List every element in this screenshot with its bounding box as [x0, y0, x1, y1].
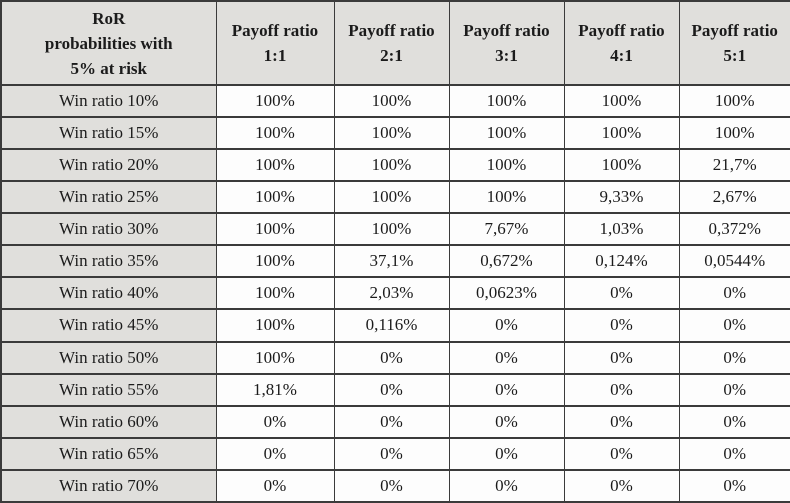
table-row-win-30	[1, 213, 790, 245]
cell-win-15-payoff-5: 100%	[679, 117, 790, 149]
cell-win-40-payoff-5: 0%	[679, 277, 790, 309]
table-row-win-20	[1, 149, 790, 181]
cell-win-50-payoff-5: 0%	[679, 342, 790, 374]
cell-win-60-payoff-1: 0%	[216, 406, 334, 438]
row-label-win-20: Win ratio 20%	[1, 149, 216, 181]
table-row-win-40	[1, 277, 790, 309]
cell-win-35-payoff-4: 0,124%	[564, 245, 679, 277]
cell-win-35-payoff-5: 0,0544%	[679, 245, 790, 277]
corner-header-line-3: 5% at risk	[70, 58, 147, 78]
column-header-ratio: 1:1	[263, 46, 287, 65]
table-row-win-35	[1, 245, 790, 277]
column-header-label: Payoff ratio	[578, 21, 665, 40]
cell-win-50-payoff-2: 0%	[334, 342, 449, 374]
row-label-win-10: Win ratio 10%	[1, 85, 216, 117]
cell-win-10-payoff-5: 100%	[679, 85, 790, 117]
column-header-ratio: 4:1	[610, 46, 633, 65]
table-row-win-70	[1, 470, 790, 502]
cell-win-55-payoff-4: 0%	[564, 374, 679, 406]
cell-win-10-payoff-4: 100%	[564, 85, 679, 117]
cell-win-65-payoff-4: 0%	[564, 438, 679, 470]
cell-win-50-payoff-3: 0%	[449, 342, 564, 374]
cell-win-45-payoff-2: 0,116%	[334, 309, 449, 341]
column-header-label: Payoff ratio	[691, 21, 778, 40]
table-row-win-45	[1, 309, 790, 341]
cell-win-50-payoff-4: 0%	[564, 342, 679, 374]
header-row	[1, 1, 790, 85]
table-row-win-50	[1, 342, 790, 374]
cell-win-25-payoff-3: 100%	[449, 181, 564, 213]
cell-win-25-payoff-1: 100%	[216, 181, 334, 213]
row-label-win-35: Win ratio 35%	[1, 245, 216, 277]
cell-win-15-payoff-1: 100%	[216, 117, 334, 149]
cell-win-30-payoff-2: 100%	[334, 213, 449, 245]
corner-header-cell	[1, 1, 216, 85]
row-label-win-30: Win ratio 30%	[1, 213, 216, 245]
cell-win-30-payoff-4: 1,03%	[564, 213, 679, 245]
table-row-win-55	[1, 374, 790, 406]
cell-win-40-payoff-4: 0%	[564, 277, 679, 309]
cell-win-55-payoff-2: 0%	[334, 374, 449, 406]
column-header-payoff-1-1	[216, 1, 334, 85]
cell-win-10-payoff-3: 100%	[449, 85, 564, 117]
row-label-win-15: Win ratio 15%	[1, 117, 216, 149]
row-label-win-25: Win ratio 25%	[1, 181, 216, 213]
cell-win-20-payoff-2: 100%	[334, 149, 449, 181]
cell-win-60-payoff-2: 0%	[334, 406, 449, 438]
cell-win-40-payoff-2: 2,03%	[334, 277, 449, 309]
row-label-win-50: Win ratio 50%	[1, 342, 216, 374]
column-header-label: Payoff ratio	[348, 21, 435, 40]
cell-win-35-payoff-1: 100%	[216, 245, 334, 277]
column-header-payoff-5-1	[679, 1, 790, 85]
column-header-payoff-2-1	[334, 1, 449, 85]
table-row-win-10	[1, 85, 790, 117]
cell-win-50-payoff-1: 100%	[216, 342, 334, 374]
cell-win-65-payoff-3: 0%	[449, 438, 564, 470]
table-row-win-15	[1, 117, 790, 149]
cell-win-35-payoff-2: 37,1%	[334, 245, 449, 277]
column-header-ratio: 2:1	[380, 46, 403, 65]
table-row-win-65	[1, 438, 790, 470]
cell-win-70-payoff-4: 0%	[564, 470, 679, 502]
column-header-label: Payoff ratio	[231, 21, 319, 40]
cell-win-15-payoff-2: 100%	[334, 117, 449, 149]
cell-win-25-payoff-2: 100%	[334, 181, 449, 213]
cell-win-70-payoff-1: 0%	[216, 470, 334, 502]
column-header-ratio: 5:1	[723, 46, 747, 65]
cell-win-45-payoff-5: 0%	[679, 309, 790, 341]
cell-win-40-payoff-1: 100%	[216, 277, 334, 309]
cell-win-35-payoff-3: 0,672%	[449, 245, 564, 277]
row-label-win-45: Win ratio 45%	[1, 309, 216, 341]
cell-win-70-payoff-3: 0%	[449, 470, 564, 502]
row-label-win-65: Win ratio 65%	[1, 438, 216, 470]
cell-win-25-payoff-4: 9,33%	[564, 181, 679, 213]
cell-win-20-payoff-1: 100%	[216, 149, 334, 181]
corner-header-line-1: RoR	[92, 8, 126, 28]
cell-win-55-payoff-5: 0%	[679, 374, 790, 406]
row-label-win-60: Win ratio 60%	[1, 406, 216, 438]
cell-win-30-payoff-5: 0,372%	[679, 213, 790, 245]
cell-win-40-payoff-3: 0,0623%	[449, 277, 564, 309]
cell-win-60-payoff-4: 0%	[564, 406, 679, 438]
cell-win-10-payoff-1: 100%	[216, 85, 334, 117]
column-header-ratio: 3:1	[495, 46, 518, 65]
cell-win-25-payoff-5: 2,67%	[679, 181, 790, 213]
cell-win-30-payoff-1: 100%	[216, 213, 334, 245]
cell-win-15-payoff-3: 100%	[449, 117, 564, 149]
row-label-win-55: Win ratio 55%	[1, 374, 216, 406]
column-header-payoff-4-1	[564, 1, 679, 85]
cell-win-20-payoff-5: 21,7%	[679, 149, 790, 181]
table-row-win-60	[1, 406, 790, 438]
cell-win-55-payoff-1: 1,81%	[216, 374, 334, 406]
row-label-win-40: Win ratio 40%	[1, 277, 216, 309]
cell-win-60-payoff-3: 0%	[449, 406, 564, 438]
cell-win-55-payoff-3: 0%	[449, 374, 564, 406]
column-header-label: Payoff ratio	[463, 21, 550, 40]
cell-win-70-payoff-5: 0%	[679, 470, 790, 502]
cell-win-10-payoff-2: 100%	[334, 85, 449, 117]
cell-win-65-payoff-1: 0%	[216, 438, 334, 470]
cell-win-20-payoff-4: 100%	[564, 149, 679, 181]
column-header-payoff-3-1	[449, 1, 564, 85]
cell-win-20-payoff-3: 100%	[449, 149, 564, 181]
corner-header-line-2: probabilities with	[44, 33, 173, 53]
cell-win-45-payoff-3: 0%	[449, 309, 564, 341]
cell-win-15-payoff-4: 100%	[564, 117, 679, 149]
cell-win-65-payoff-2: 0%	[334, 438, 449, 470]
cell-win-45-payoff-1: 100%	[216, 309, 334, 341]
cell-win-65-payoff-5: 0%	[679, 438, 790, 470]
cell-win-70-payoff-2: 0%	[334, 470, 449, 502]
cell-win-60-payoff-5: 0%	[679, 406, 790, 438]
cell-win-45-payoff-4: 0%	[564, 309, 679, 341]
table-row-win-25	[1, 181, 790, 213]
row-label-win-70: Win ratio 70%	[1, 470, 216, 502]
cell-win-30-payoff-3: 7,67%	[449, 213, 564, 245]
